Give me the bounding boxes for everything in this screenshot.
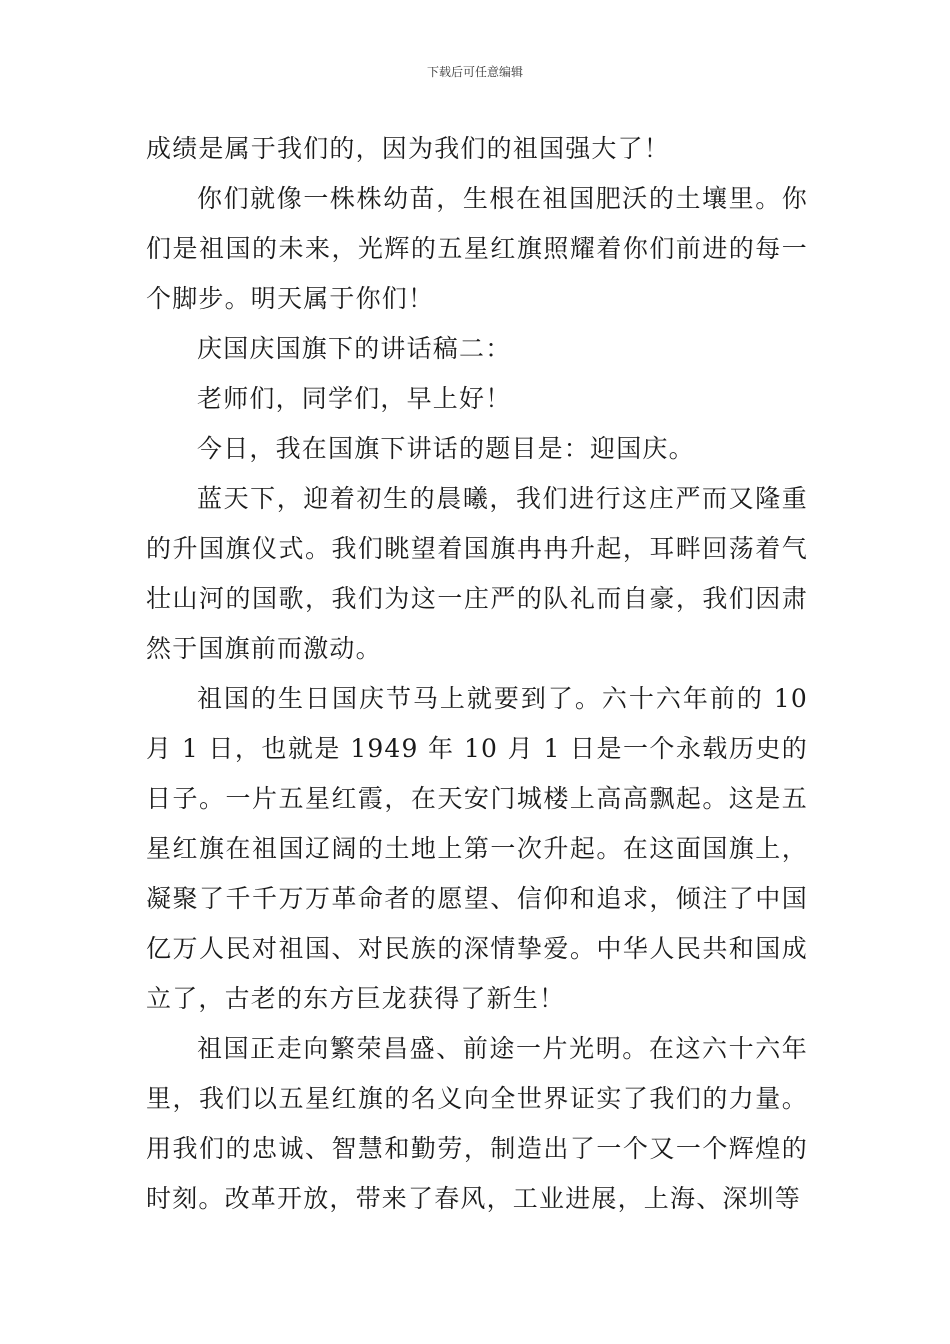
paragraph: 成绩是属于我们的，因为我们的祖国强大了！ bbox=[146, 134, 671, 163]
paragraph: 你们就像一株株幼苗，生根在祖国肥沃的土壤里。你们是祖国的未来，光辉的五星红旗照耀着你们前进的每一个脚步。明天属于你们！ bbox=[146, 184, 808, 313]
greeting: 老师们，同学们，早上好！ bbox=[197, 384, 512, 413]
paragraph: 祖国的生日国庆节马上就要到了。六十六年前的 10 月 1 日，也就是 1949 年 10 月 1 日是一个永载历史的日子。一片五星红霞，在天安门城楼上高高飘起。这是五星红旗在祖国辽阔的土地上第一次升起。在这面国旗上，凝聚了千千万万革命者的愿望、信仰和追求，倾注了中国亿万人民对祖国、对民族的深情挚爱。中华人民共和国成立了，古老的东方巨龙获得了新生！ bbox=[146, 684, 808, 1013]
paragraph: 蓝天下，迎着初生的晨曦，我们进行这庄严而又隆重的升国旗仪式。我们眺望着国旗冉冉升起，耳畔回荡着气壮山河的国歌，我们为这一庄严的队礼而自豪，我们因肃然于国旗前而激动。 bbox=[146, 484, 808, 663]
paragraph: 今日，我在国旗下讲话的题目是：迎国庆。 bbox=[197, 434, 695, 463]
section-title: 庆国庆国旗下的讲话稿二： bbox=[197, 334, 512, 363]
paragraph: 祖国正走向繁荣昌盛、前途一片光明。在这六十六年里，我们以五星红旗的名义向全世界证实了我们的力量。用我们的忠诚、智慧和勤劳，制造出了一个又一个辉煌的时刻。改革开放，带来了春风，工业进展，上海、深圳等 bbox=[146, 1034, 808, 1213]
page-header-note: 下载后可任意编辑 bbox=[426, 65, 523, 79]
document-body bbox=[146, 124, 808, 1224]
